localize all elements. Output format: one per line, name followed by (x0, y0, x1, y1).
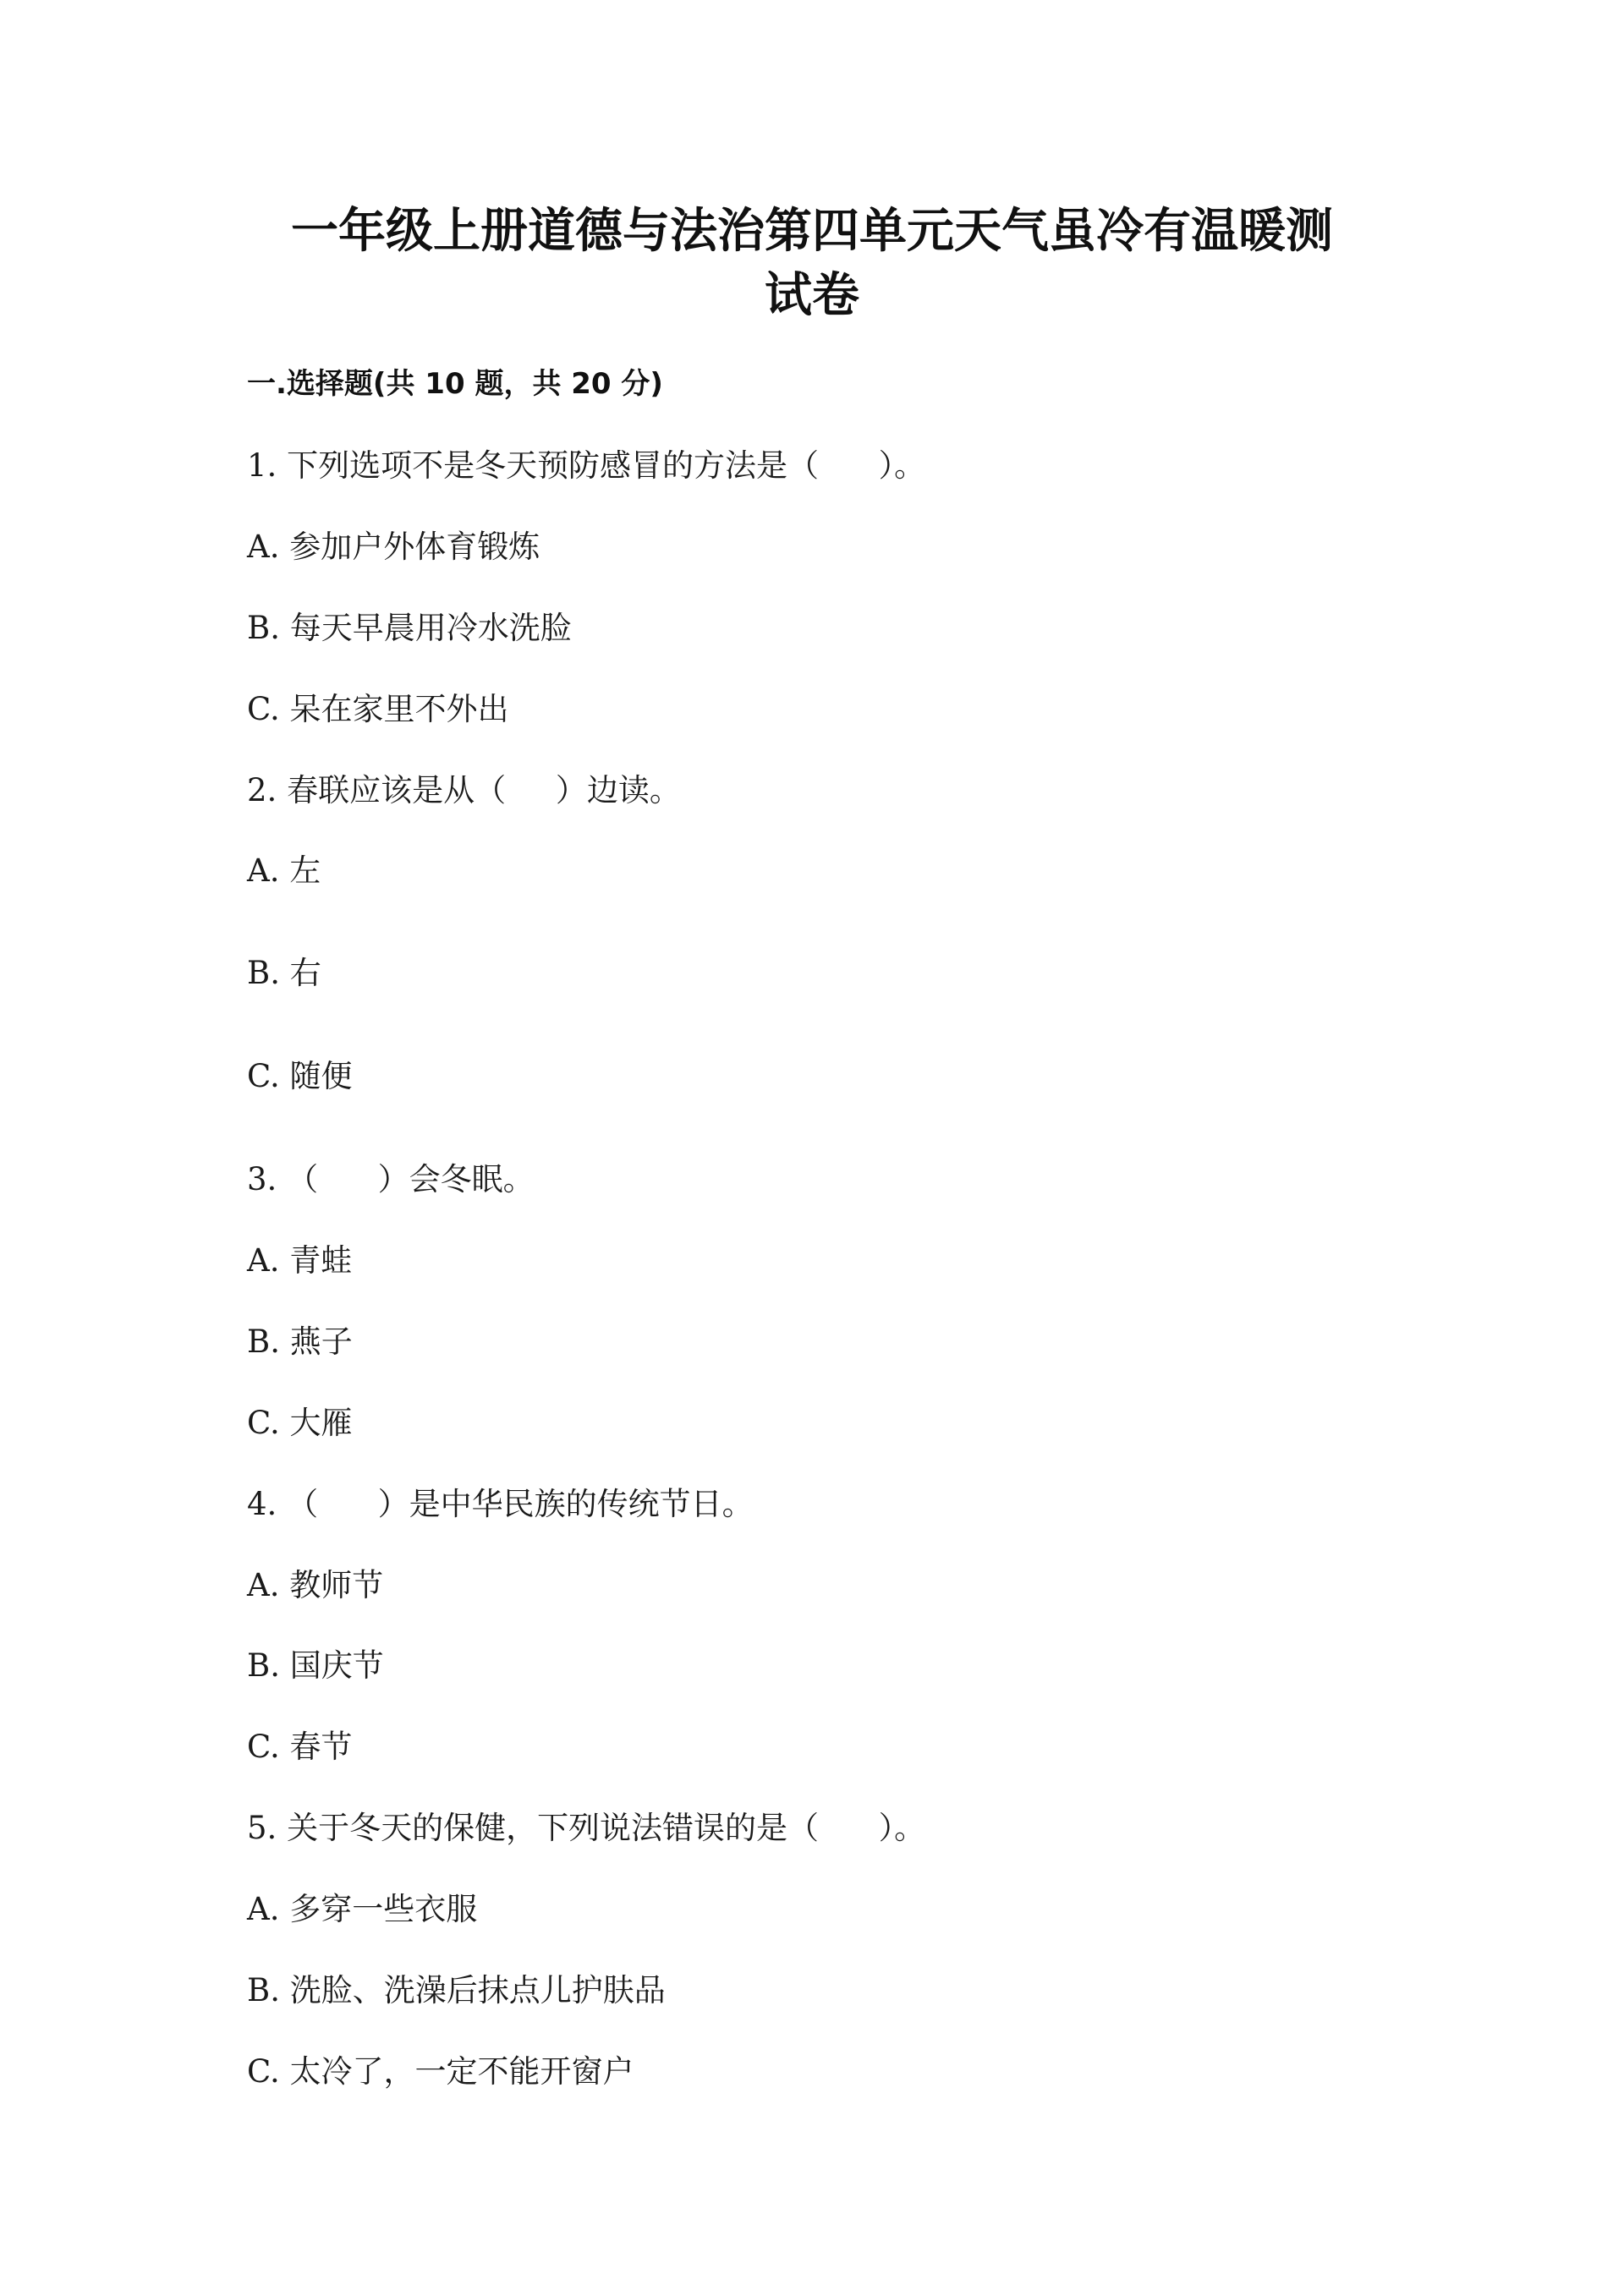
question-option-b: B. 国庆节 (247, 1647, 384, 1684)
section-heading: 一.选择题(共 10 题，共 20 分) (247, 367, 663, 401)
question-option-b: B. 右 (247, 955, 321, 991)
question-stem: 3. （ ）会冬眠。 (247, 1161, 535, 1197)
question-option-c: C. 春节 (247, 1729, 353, 1765)
question-option-a: A. 教师节 (247, 1567, 384, 1603)
question-stem: 2. 春联应该是从（ ）边读。 (247, 772, 681, 808)
question-option-a: A. 多穿一些衣服 (247, 1891, 478, 1927)
question-stem: 4. （ ）是中华民族的传统节日。 (247, 1486, 754, 1522)
exam-title-line-2: 试卷 (765, 268, 859, 323)
question-option-c: C. 太冷了，一定不能开窗户 (247, 2053, 634, 2090)
question-option-b: B. 燕子 (247, 1323, 353, 1360)
question-stem: 1. 下列选项不是冬天预防感冒的方法是（ ）。 (247, 447, 926, 484)
question-option-b: B. 洗脸、洗澡后抹点儿护肤品 (247, 1972, 666, 2008)
question-option-a: A. 青蛙 (247, 1242, 353, 1279)
question-option-c: C. 随便 (247, 1058, 353, 1094)
question-option-c: C. 大雁 (247, 1405, 353, 1441)
question-option-a: A. 参加户外体育锻炼 (247, 529, 540, 565)
question-stem: 5. 关于冬天的保健，下列说法错误的是（ ）。 (247, 1810, 926, 1846)
question-option-c: C. 呆在家里不外出 (247, 691, 509, 727)
question-option-b: B. 每天早晨用冷水洗脸 (247, 610, 572, 646)
question-option-a: A. 左 (247, 852, 321, 889)
exam-title-line-1: 一年级上册道德与法治第四单元天气虽冷有温暖测 (291, 204, 1333, 259)
